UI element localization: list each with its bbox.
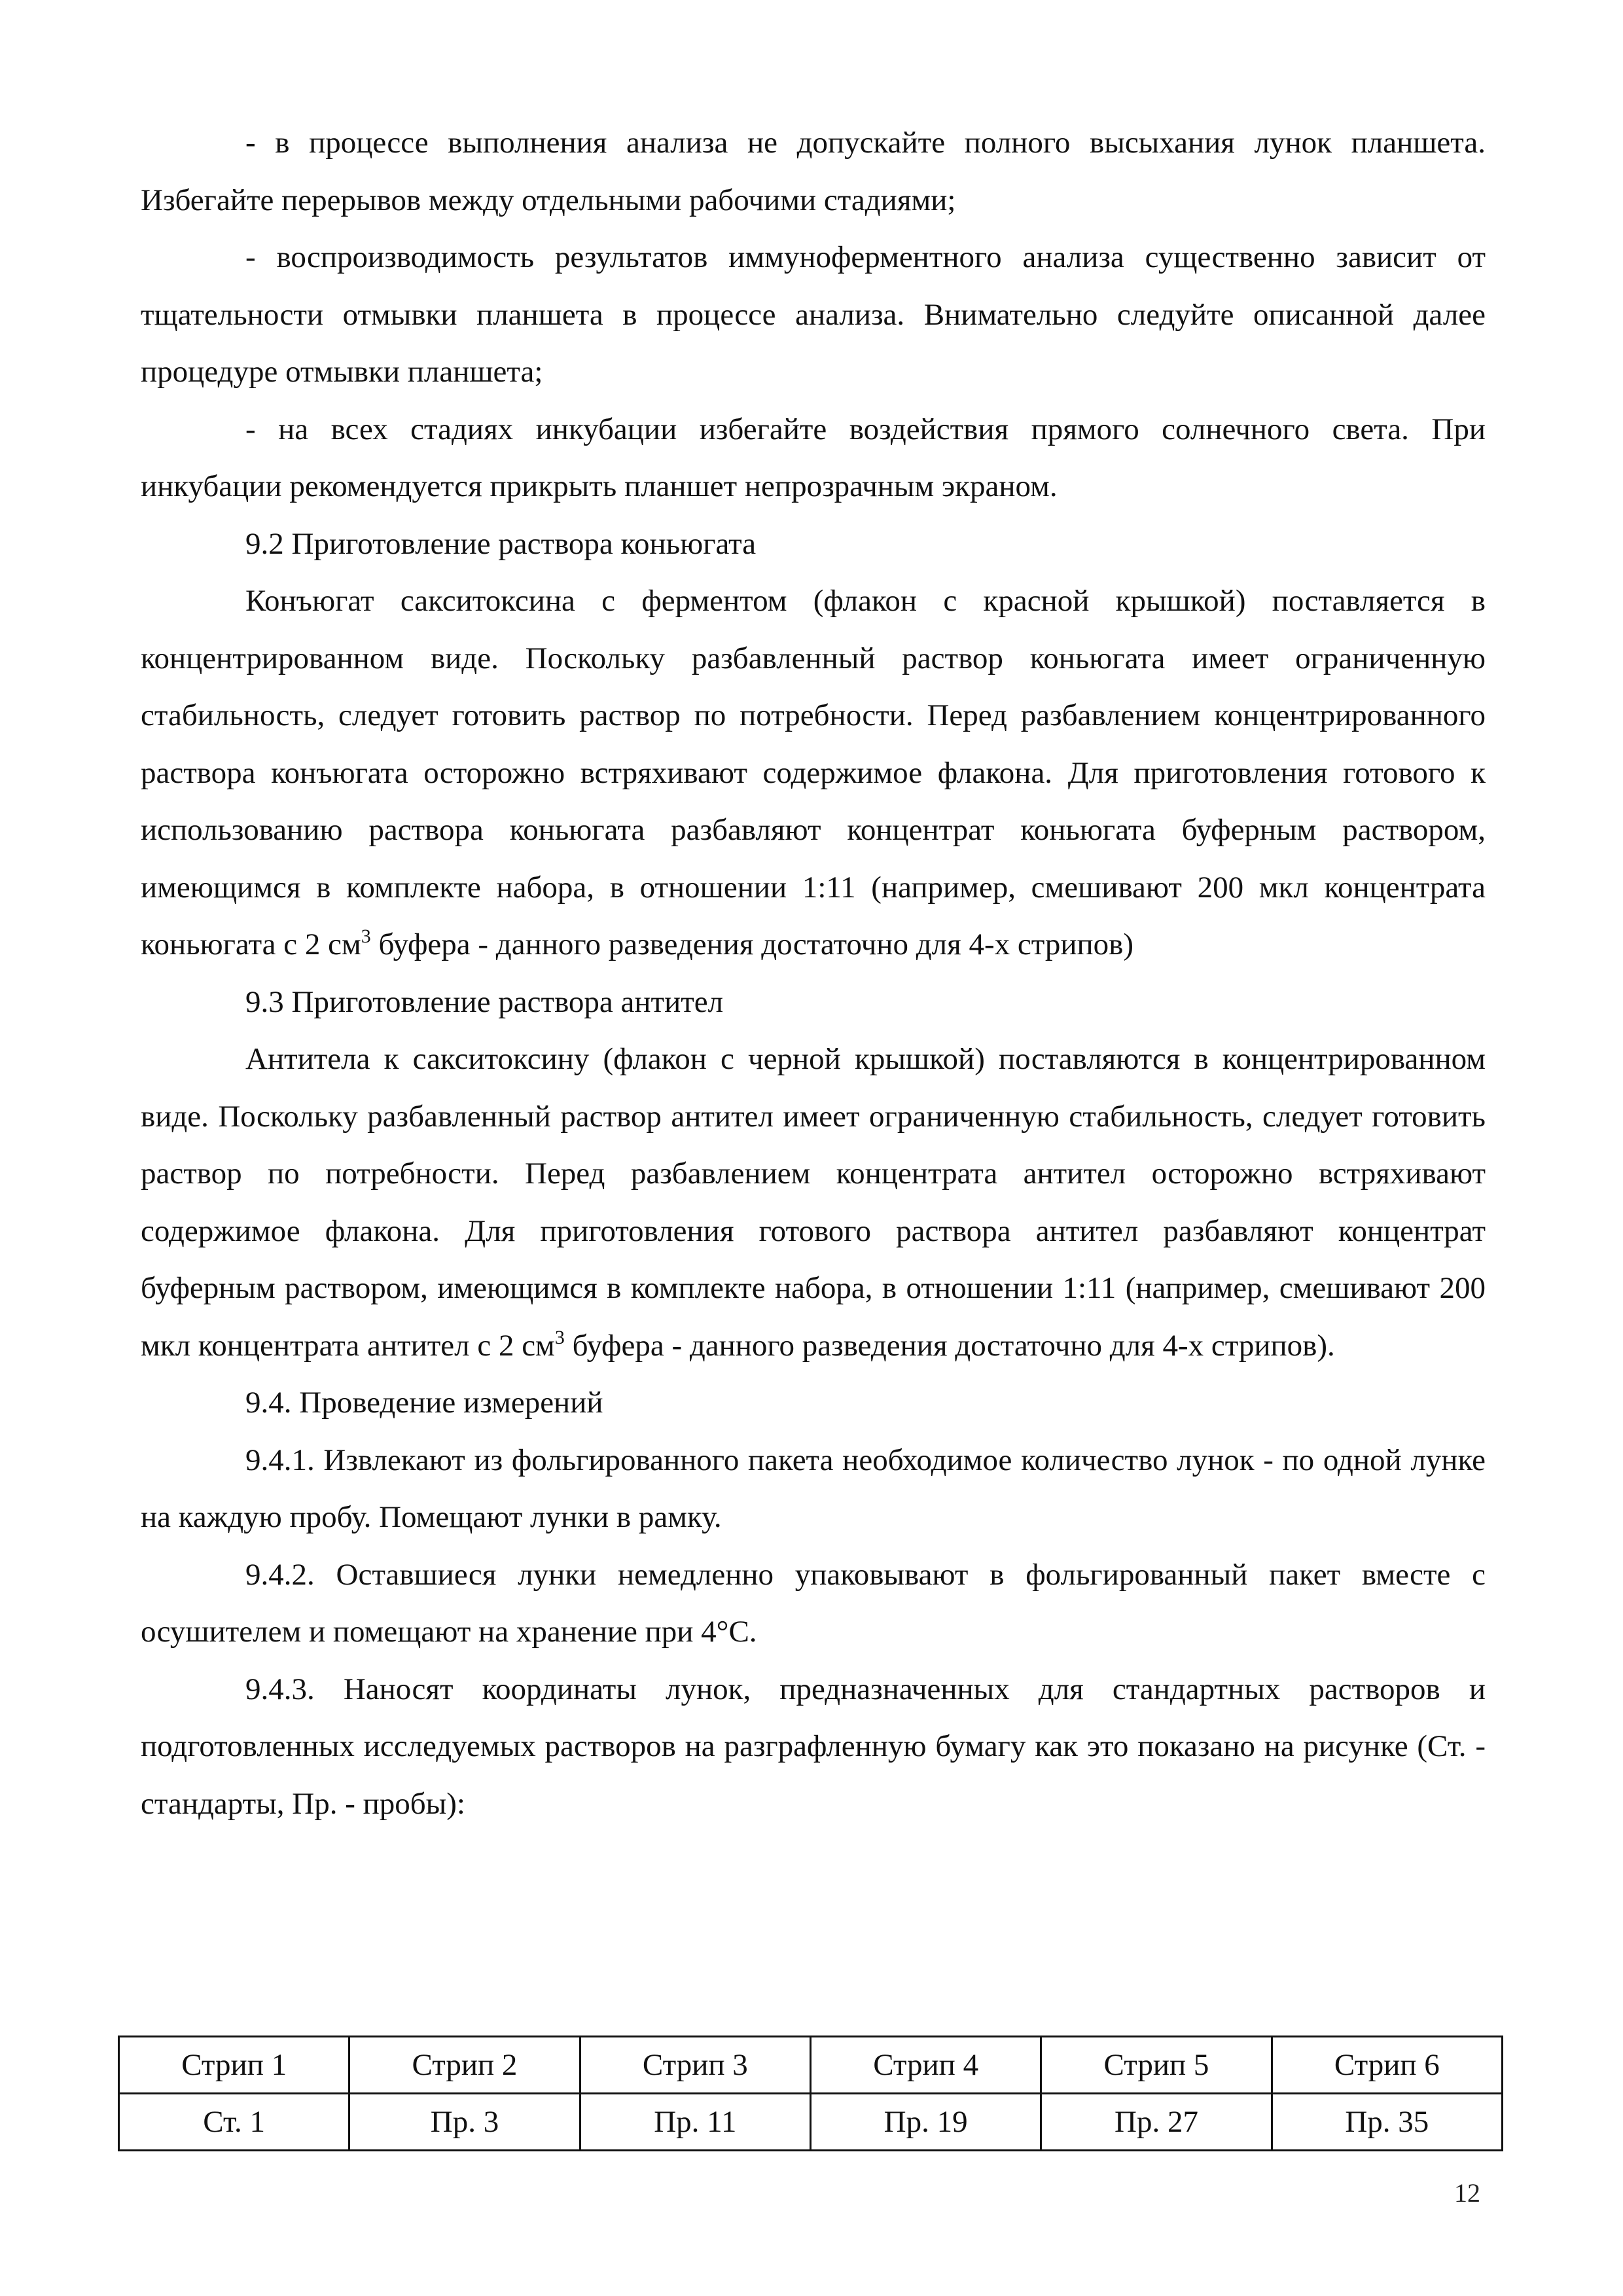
table-header-cell: Стрип 4 (810, 2037, 1041, 2094)
antibodies-text-end: буфера - данного разведения достаточно для 4-х стрипов). (564, 1328, 1335, 1363)
table-header-cell: Стрип 2 (349, 2037, 580, 2094)
paragraph-washing: - воспроизводимость результатов иммуноферментного анализа существенно зависит от тщательности отмывки планшета в процессе анализа. Внимательно следуйте описанной далее процедуре отмывки планшета; (141, 240, 1486, 389)
table-header-cell: Стрип 1 (119, 2037, 349, 2094)
table-cell: Пр. 11 (580, 2094, 810, 2151)
paragraph-no-drying: - в процессе выполнения анализа не допускайте полного высыхания лунок планшета. Избегайте перерывов между отдельными рабочими стадиями; (141, 126, 1486, 217)
table-header-cell: Стрип 6 (1272, 2037, 1502, 2094)
section-heading-9-2: 9.2 Приготовление раствора коньюгата (245, 526, 757, 561)
table-row (119, 2094, 1503, 2151)
section-heading-9-4: 9.4. Проведение измерений (245, 1386, 603, 1420)
table-cell: Пр. 35 (1272, 2094, 1502, 2151)
table-cell: Пр. 19 (810, 2094, 1041, 2151)
conjugate-text-end: буфера - данного разведения достаточно для 4-х стрипов) (370, 927, 1133, 961)
paragraph-conjugate (141, 573, 1486, 974)
step-9-4-1: 9.4.1. Извлекают из фольгированного пакета необходимое количество лунок - по одной лунке на каждую пробу. Помещают лунки в рамку. (141, 1443, 1486, 1534)
section-heading-9-3: 9.3 Приготовление раствора антител (245, 984, 724, 1019)
antibodies-superscript: 3 (554, 1326, 565, 1348)
conjugate-superscript: 3 (361, 925, 371, 947)
table-cell: Ст. 1 (119, 2094, 349, 2151)
step-9-4-2: 9.4.2. Оставшиеся лунки немедленно упаковывают в фольгированный пакет вместе с осушителем и помещают на хранение при 4°С. (141, 1557, 1486, 1649)
table-header-cell: Стрип 5 (1041, 2037, 1272, 2094)
step-9-4-3: 9.4.3. Наносят координаты лунок, предназначенных для стандартных растворов и подготовленных исследуемых растворов на разграфленную бумагу как это показано на рисунке (Ст. - стандарты, Пр. - пробы): (141, 1672, 1486, 1821)
table-header-row (119, 2037, 1503, 2094)
paragraph-antibodies (141, 1031, 1486, 1374)
paragraph-incubation: - на всех стадиях инкубации избегайте воздействия прямого солнечного света. При инкубации рекомендуется прикрыть планшет непрозрачным экраном. (141, 412, 1486, 503)
antibodies-text: Антитела к сакситоксину (флакон с черной крышкой) поставляются в концентрированном виде. Поскольку разбавленный раствор антител имеет ограниченную стабильность, следует готовить раствор по потребности. Перед разбавлением концентрата антител осторожно встряхивают содержимое флакона. Для приготовления готового раствора антител разбавляют концентрат буферным раствором, имеющимся в комплекте набора, в отношении 1:11 (например, смешивают 200 мкл концентрата антител с 2 см (141, 1042, 1486, 1363)
conjugate-text: Конъюгат сакситоксина с ферментом (флакон с красной крышкой) поставляется в концентрированном виде. Поскольку разбавленный раствор коньюгата имеет ограниченную стабильность, следует готовить раствор по потребности. Перед разбавлением концентрированного раствора конъюгата осторожно встряхивают содержимое флакона. Для приготовления готового к использованию раствора коньюгата разбавляют концентрат коньюгата буферным раствором, имеющимся в комплекте набора, в отношении 1:11 (например, смешивают 200 мкл концентрата коньюгата с 2 см (141, 584, 1486, 961)
strip-layout-table (118, 2036, 1503, 2151)
page-number: 12 (1454, 2178, 1480, 2208)
table-cell: Пр. 3 (349, 2094, 580, 2151)
table-header-cell: Стрип 3 (580, 2037, 810, 2094)
table-cell: Пр. 27 (1041, 2094, 1272, 2151)
document-body (141, 115, 1486, 1833)
